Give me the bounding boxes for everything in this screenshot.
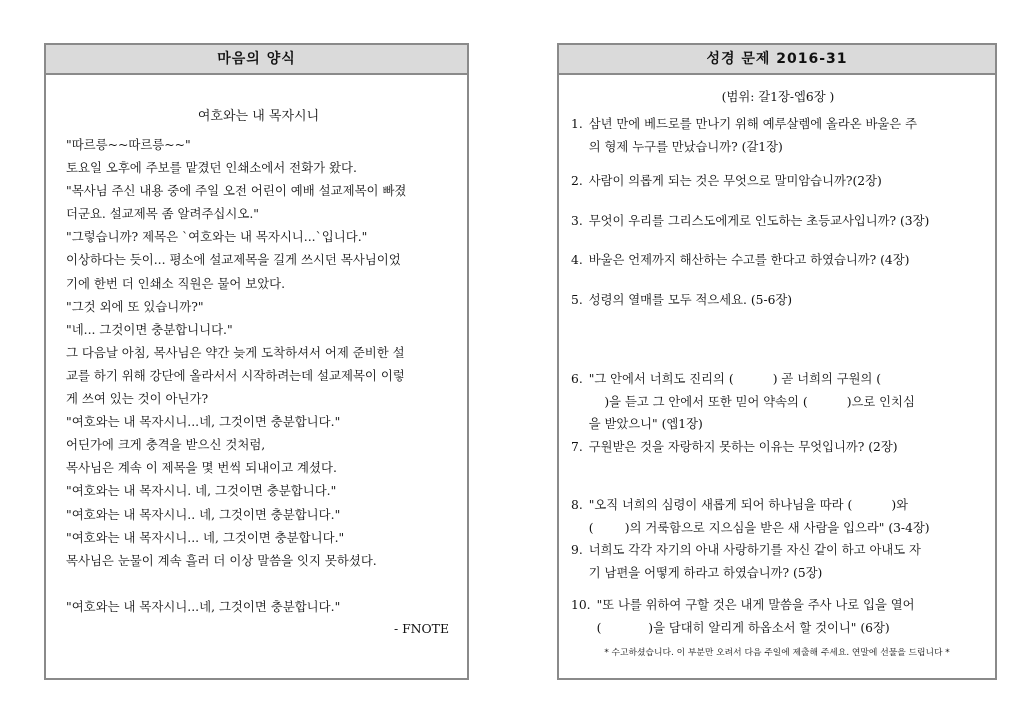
question-text-line: 기 남편을 어떻게 하라고 하였습니까? (5장) (588, 565, 823, 580)
story-line: "그렇습니까? 제목은 `여호와는 내 목자시니...`입니다." (66, 229, 368, 245)
question-text-line: 너희도 각각 자기의 아내 사랑하기를 자신 같이 하고 아내도 자 (588, 543, 921, 557)
question-text-line: 을 받았으니" (엡1장) (588, 417, 703, 431)
question-text-line: "그 안에서 너희도 진리의 ( ) 곧 너희의 구원의 ( (588, 372, 882, 386)
question-number: 4. (571, 253, 583, 267)
story-line: "여호와는 내 목자시니... 네, 그것이면 충분합니다." (66, 529, 345, 545)
story-line: "네... 그것이면 충분합니니다." (66, 321, 233, 337)
question-text-line: ( )을 담대히 알리게 하옵소서 할 것이니" (6장) (596, 620, 890, 635)
question-text-line: 구원받은 것을 자랑하지 못하는 이유는 무엇입니까? (2장) (588, 439, 898, 454)
story-line: 게 쓰여 있는 것이 아닌가? (66, 391, 209, 407)
question-number: 1. (571, 117, 583, 131)
question-3 (571, 210, 985, 233)
question-number: 2. (571, 174, 583, 188)
devotional-header: 마음의 양식 (46, 45, 467, 75)
question-7 (571, 436, 985, 459)
bible-quiz-panel (557, 43, 997, 680)
story-line: 토요일 오후에 주보를 맡겼던 인쇄소에서 전화가 왔다. (66, 160, 357, 176)
question-10 (571, 594, 985, 639)
story-line: "목사님 주신 내용 중에 주일 오전 어린이 예배 설교제목이 빠졌 (66, 183, 407, 199)
quiz-footnote: * 수고하셨습니다. 이 부분만 오려서 다음 주일에 제출해 주세요. 연말에 선물을 드립니다 * (604, 648, 950, 658)
quiz-body (571, 89, 985, 639)
question-text-line: 무엇이 우리를 그리스도에게로 인도하는 초등교사입니까? (3장) (588, 213, 930, 228)
question-list (571, 113, 985, 639)
question-number: 8. (571, 498, 583, 512)
story-lines (66, 133, 451, 572)
devotional-panel (44, 43, 469, 680)
question-5 (571, 289, 985, 312)
story-signature: - FNOTE (393, 620, 449, 636)
story-line: 어딘가에 크게 충격을 받으신 것처럼, (66, 437, 266, 453)
question-text-line: "오직 너희의 심령이 새롭게 되어 하나님을 따라 ( )와 (588, 498, 909, 512)
question-text-line: ( )의 거룩함으로 지으심을 받은 새 사람을 입으라" (3-4장) (588, 520, 930, 535)
question-text-line: 삼년 만에 베드로를 만나기 위해 예루살렘에 올라온 바울은 주 (588, 117, 917, 131)
story-line: 더군요. 설교제목 좀 알려주십시오." (66, 206, 259, 222)
story-line: 기에 한번 더 인쇄소 직원은 물어 보았다. (66, 275, 286, 291)
question-4 (571, 249, 985, 272)
question-text-line: 성령의 열매를 모두 적으세요. (5-6장) (588, 292, 793, 307)
story-closing-line: "여호와는 내 목자시니...네, 그것이면 충분합니다." (66, 598, 341, 614)
story-line: "여호와는 내 목자시니...네, 그것이면 충분합니다." (66, 414, 341, 430)
question-6 (571, 368, 985, 436)
story-line: 목사님은 계속 이 제목을 몇 번씩 되내이고 계셨다. (66, 460, 337, 476)
story-title: 여호와는 내 목자시니 (197, 109, 320, 124)
question-text-line: 바울은 언제까지 해산하는 수고를 한다고 하였습니까? (4장) (588, 253, 910, 267)
question-number: 3. (571, 213, 583, 228)
question-8 (571, 494, 985, 539)
question-text-line: )을 듣고 그 안에서 또한 믿어 약속의 ( )으로 인치심 (588, 394, 915, 409)
story-line: 그 다음날 아침, 목사님은 약간 늦게 도착하셔서 어제 준비한 설 (66, 344, 405, 360)
quiz-header: 성경 문제 2016-31 (559, 45, 995, 75)
devotional-story (66, 105, 451, 640)
question-number: 5. (571, 292, 583, 307)
question-text-line: "또 나를 위하여 구할 것은 내게 말씀을 주사 나로 입을 열어 (596, 598, 915, 612)
story-line: 이상하다는 듯이... 평소에 설교제목을 길게 쓰시던 목사님이었 (66, 252, 401, 268)
story-line: "따르릉~~따르릉~~" (66, 137, 191, 152)
story-line: 교를 하기 위해 강단에 올라서서 시작하려는데 설교제목이 이렇 (66, 367, 405, 383)
question-number: 6. (571, 372, 583, 386)
story-line: "그것 외에 또 있습니까?" (66, 298, 204, 314)
question-text-line: 사람이 의롭게 되는 것은 무엇으로 말미암습니까?(2장) (588, 174, 882, 188)
question-9 (571, 539, 985, 584)
question-text-line: 의 형제 누구를 만났습니까? (갈1장) (588, 139, 783, 154)
story-line: 목사님은 눈물이 계속 흘러 더 이상 말씀을 잇지 못하셨다. (66, 552, 377, 568)
story-line: "여호와는 내 목자시니. 네, 그것이면 충분합니다." (66, 483, 337, 499)
question-number: 7. (571, 439, 583, 454)
question-1 (571, 113, 985, 158)
quiz-range: (범위: 갈1장-엡6장 ) (721, 90, 835, 104)
question-number: 9. (571, 543, 583, 557)
story-line: "여호와는 내 목자시니.. 네, 그것이면 충분합니다." (66, 506, 341, 522)
question-2 (571, 170, 985, 193)
question-number: 10. (571, 598, 591, 612)
